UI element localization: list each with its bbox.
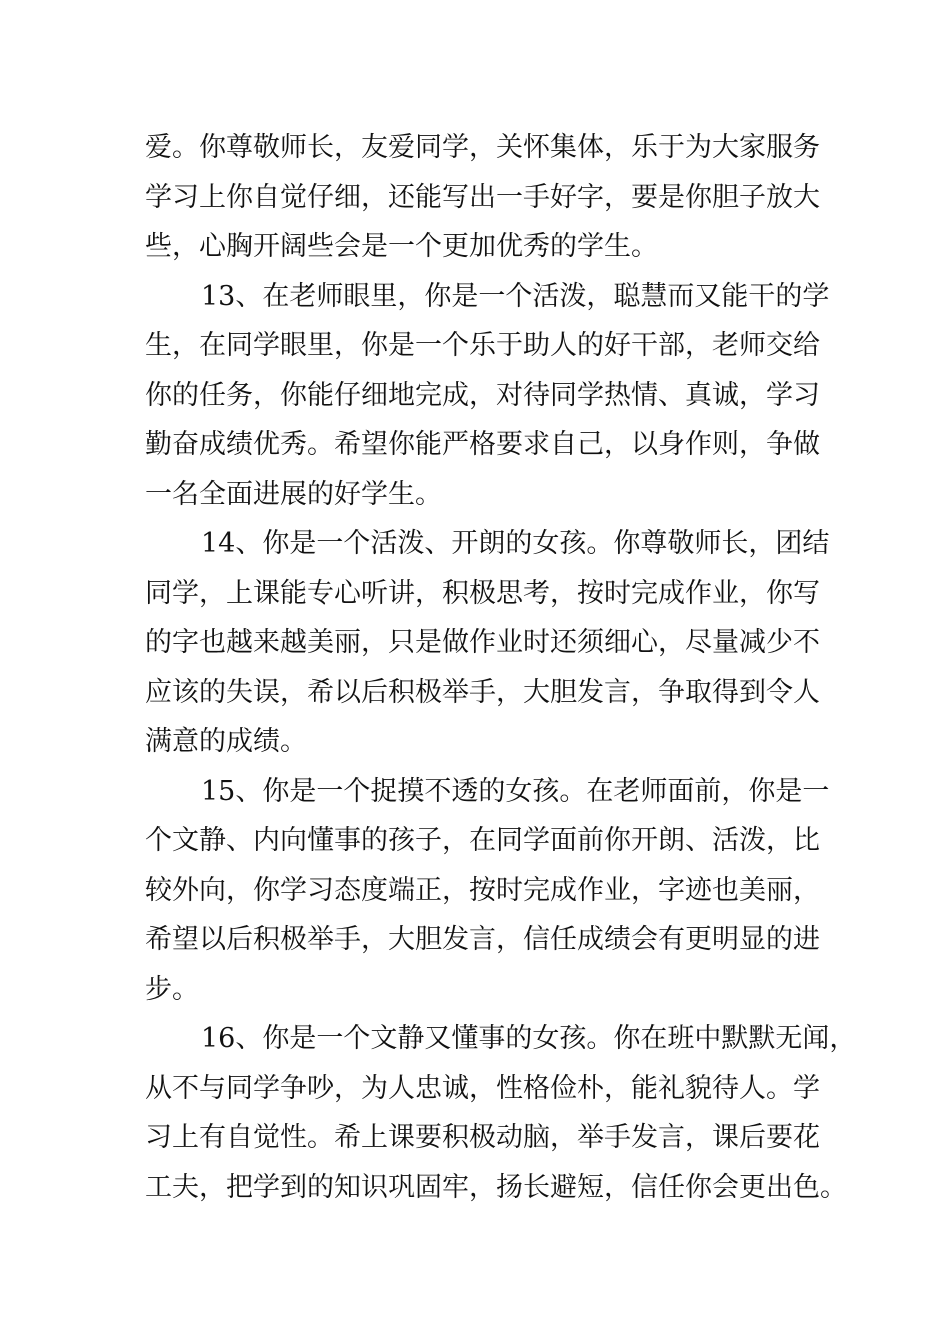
document-body	[145, 123, 857, 1212]
paragraph-15	[145, 767, 845, 1015]
text-line: 习上有自觉性。希上课要积极动脑，举手发言，课后要花	[145, 1122, 820, 1153]
text-line: 较外向，你学习态度端正，按时完成作业，字迹也美丽，	[145, 874, 820, 906]
paragraph-16	[145, 1014, 857, 1212]
text-line: 生，在同学眼里，你是一个乐于助人的好干部，老师交给	[145, 330, 820, 361]
text-line: 些，心胸开阔些会是一个更加优秀的学生。	[145, 231, 658, 262]
text-line: 勤奋成绩优秀。希望你能严格要求自己，以身作则，争做	[145, 429, 820, 460]
text-line: 14、你是一个活泼、开朗的女孩。你尊敬师长，团结	[201, 528, 830, 559]
text-line: 工夫，把学到的知识巩固牢，扬长避短，信任你会更出色。	[145, 1171, 847, 1203]
paragraph-12-continued	[145, 123, 845, 272]
paragraph-14	[145, 519, 845, 767]
text-line: 13、在老师眼里，你是一个活泼，聪慧而又能干的学	[201, 280, 830, 312]
text-line: 你的任务，你能仔细地完成，对待同学热情、真诚，学习	[145, 379, 820, 411]
text-line: 步。	[145, 973, 199, 1005]
text-line: 同学，上课能专心听讲，积极思考，按时完成作业，你写	[145, 577, 820, 609]
text-line: 希望以后积极举手，大胆发言，信任成绩会有更明显的进	[145, 924, 820, 955]
text-line: 一名全面进展的好学生。	[145, 478, 442, 510]
text-line: 的字也越来越美丽，只是做作业时还须细心，尽量减少不	[145, 627, 820, 658]
text-line: 个文静、内向懂事的孩子，在同学面前你开朗、活泼，比	[145, 825, 820, 856]
paragraph-13	[145, 272, 845, 520]
text-line: 15、你是一个捉摸不透的女孩。在老师面前，你是一	[201, 775, 830, 807]
text-line: 16、你是一个文静又懂事的女孩。你在班中默默无闻，	[201, 1023, 857, 1054]
text-line: 满意的成绩。	[145, 726, 307, 757]
text-line: 应该的失误，希以后积极举手，大胆发言，争取得到令人	[145, 676, 820, 708]
text-line: 爱。你尊敬师长，友爱同学，关怀集体，乐于为大家服务	[145, 132, 820, 163]
text-line: 从不与同学争吵，为人忠诚，性格俭朴，能礼貌待人。学	[145, 1072, 820, 1104]
text-line: 学习上你自觉仔细，还能写出一手好字，要是你胆子放大	[145, 181, 820, 213]
